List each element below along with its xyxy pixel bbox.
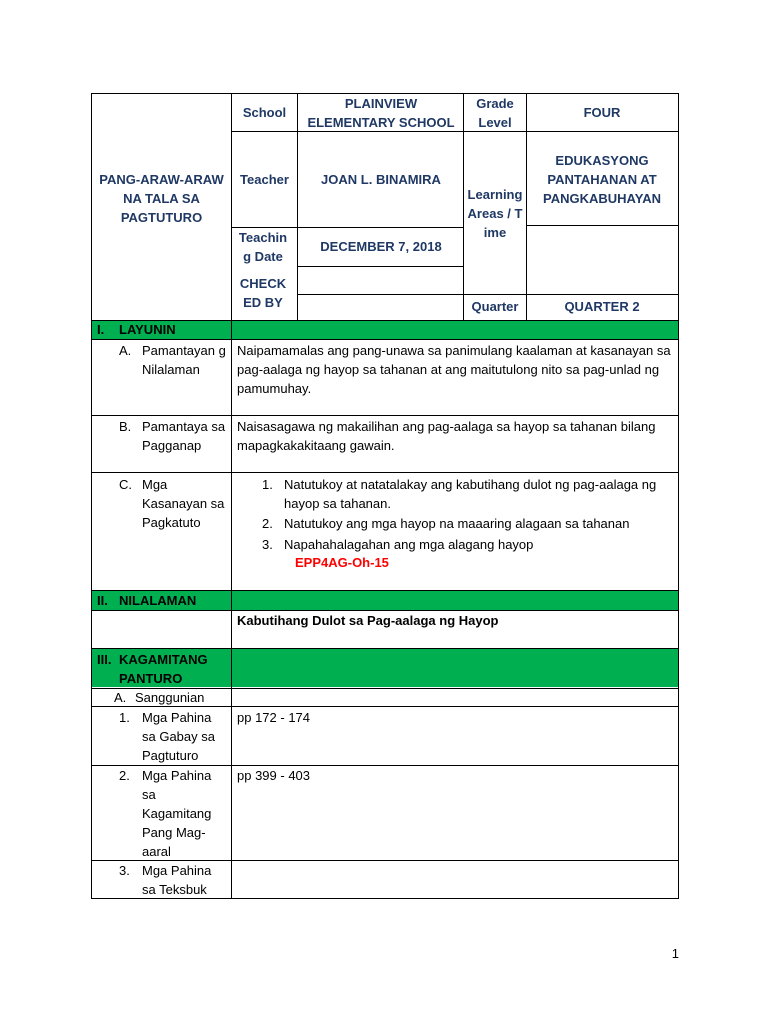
- table-border: [678, 93, 679, 898]
- cell-divider: [297, 93, 298, 320]
- cell-divider: [91, 472, 679, 473]
- quarter-value: QUARTER 2: [564, 299, 640, 314]
- nilalaman-text: Kabutihang Dulot sa Pag-aalaga ng Hayop: [237, 613, 499, 628]
- teacher-value: JOAN L. BINAMIRA: [321, 172, 441, 187]
- competency-code: EPP4AG-Oh-15: [295, 555, 389, 570]
- school-label: School: [242, 105, 287, 120]
- learning-areas-value: EDUKASYONG PANTAHANAN AT PANGKABUHAYAN: [543, 153, 661, 206]
- row-label-teksbuk: Mga Pahina sa Teksbuk: [142, 863, 212, 897]
- cell-divider: [91, 706, 679, 707]
- cell-divider: [297, 294, 678, 295]
- cell-divider: [297, 266, 463, 267]
- learning-areas-label: Learning Areas / Time: [467, 187, 523, 240]
- grade-label: Grade Level: [476, 96, 514, 130]
- cell-divider: [526, 225, 678, 226]
- row-number: A.: [119, 343, 132, 358]
- cell-divider: [231, 648, 232, 688]
- row-label-pamantayan-pagganap: Pamantaya sa Pagganap: [142, 419, 226, 453]
- page-title: PANG-ARAW-ARAW NA TALA SA PAGTUTURO: [99, 172, 224, 225]
- list-item-number: 1.: [262, 477, 273, 492]
- row-label-pamantayan-nilalaman: Pamantayan g Nilalaman: [142, 343, 226, 377]
- checked-by-label: CHECKED BY: [239, 276, 287, 310]
- cell-divider: [231, 590, 232, 610]
- row-number: 2.: [119, 768, 130, 783]
- row-number: 3.: [119, 863, 130, 878]
- row-value-gabay: pp 172 - 174: [237, 710, 311, 725]
- table-border: [91, 93, 92, 898]
- quarter-label: Quarter: [471, 299, 519, 314]
- school-value: PLAINVIEW ELEMENTARY SCHOOL: [307, 96, 455, 130]
- list-item-number: 2.: [262, 516, 273, 531]
- row-text-pamantayan-pagganap: Naisasagawa ng makailihan ang pag-aalaga sa hayop sa tahanan bilang mapagkakakitaang gawain.: [237, 419, 656, 453]
- row-label-kagamitang-mag-aaral: Mga Pahina sa Kagamitang Pang Mag-aaral: [142, 768, 212, 859]
- cell-divider: [526, 93, 527, 320]
- list-item-number: 3.: [262, 537, 273, 552]
- row-number: A.: [114, 690, 127, 705]
- section-title-kagamitan: KAGAMITANG PANTURO: [119, 652, 208, 686]
- section-title-layunin: LAYUNIN: [119, 322, 176, 337]
- row-number: C.: [119, 477, 132, 492]
- section-title-nilalaman: NILALAMAN: [119, 593, 197, 608]
- teaching-date-value: DECEMBER 7, 2018: [320, 239, 442, 254]
- row-value-kagamitang-mag-aaral: pp 399 - 403: [237, 768, 311, 783]
- row-label-kasanayan: Mga Kasanayan sa Pagkatuto: [142, 477, 225, 530]
- row-number: B.: [119, 419, 132, 434]
- cell-divider: [231, 93, 232, 320]
- cell-divider: [91, 415, 679, 416]
- grade-value: FOUR: [583, 105, 621, 120]
- cell-divider: [91, 339, 679, 340]
- cell-divider: [463, 93, 464, 320]
- list-item: Natutukoy ang mga hayop na maaaring alagaan sa tahanan: [284, 516, 630, 531]
- section-number: III.: [97, 652, 112, 667]
- row-label-gabay: Mga Pahina sa Gabay sa Pagtuturo: [142, 710, 215, 763]
- page-number: 1: [671, 946, 679, 961]
- list-item: Napahahalagahan ang mga alagang hayop: [284, 537, 534, 552]
- teaching-date-label: Teaching Date: [238, 230, 288, 264]
- list-item: Natutukoy at natatalakay ang kabutihang dulot ng pag-aalaga ng hayop sa tahanan.: [284, 477, 657, 511]
- row-text-pamantayan-nilalaman: Naipamamalas ang pang-unawa sa panimulang kaalaman at kasanayan sa pag-aalaga ng hayop sa tahanan at ang maitutulong nito sa pag-unlad ng pamumuhay.: [237, 343, 671, 396]
- section-number: I.: [97, 322, 105, 337]
- row-label-sanggunian: Sanggunian: [135, 690, 205, 705]
- section-number: II.: [97, 593, 108, 608]
- section-header-bar: [92, 321, 678, 339]
- row-number: 1.: [119, 710, 130, 725]
- teacher-label: Teacher: [240, 172, 289, 187]
